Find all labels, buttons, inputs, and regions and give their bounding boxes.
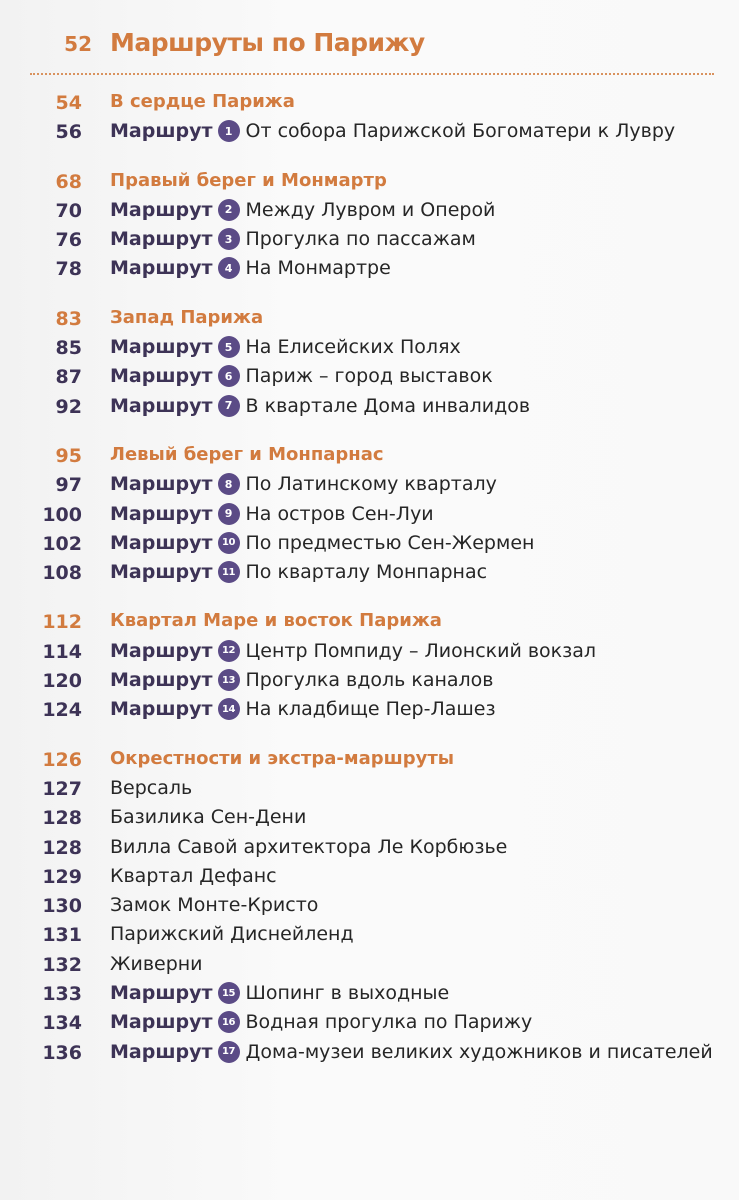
route-label: Маршрут	[110, 336, 213, 359]
entry-title: Базилика Сен-Дени	[110, 806, 307, 829]
chapter-header	[0, 18, 739, 68]
section-heading[interactable]	[0, 441, 739, 470]
chapter-page-number: 52	[64, 32, 92, 56]
toc-entry[interactable]	[0, 891, 739, 920]
route-number-badge: 14	[218, 698, 240, 720]
route-number-badge: 11	[218, 561, 240, 583]
entry-page-number: 97	[55, 474, 82, 497]
entry-page-number: 56	[55, 121, 82, 144]
toc-entry[interactable]	[0, 774, 739, 803]
entry-content	[110, 395, 530, 417]
toc-entry[interactable]	[0, 392, 739, 421]
entry-title: Водная прогулка по Парижу	[245, 1011, 533, 1034]
entry-page-number: 129	[42, 865, 82, 888]
entry-title: В квартале Дома инвалидов	[245, 394, 531, 417]
entry-page-number: 100	[42, 503, 82, 526]
entry-content	[110, 865, 277, 887]
section-title: В сердце Парижа	[110, 91, 295, 112]
entry-page-number: 128	[42, 836, 82, 859]
route-label: Маршрут	[110, 257, 213, 280]
entry-page-number: 130	[42, 895, 82, 918]
toc-entry[interactable]	[0, 862, 739, 891]
entry-content	[110, 199, 495, 221]
entry-content	[110, 982, 449, 1004]
section-title: Правый берег и Монмартр	[110, 169, 387, 191]
route-number-badge: 6	[218, 365, 240, 387]
toc-entry[interactable]	[0, 117, 739, 146]
entry-title: Версаль	[110, 776, 193, 799]
route-label: Маршрут	[110, 120, 213, 143]
toc-entry[interactable]	[0, 695, 739, 724]
route-label: Маршрут	[110, 698, 213, 721]
chapter-title: Маршруты по Парижу	[110, 28, 425, 57]
section-title: Левый берег и Монпарнас	[110, 443, 384, 465]
route-number-badge: 12	[218, 640, 240, 662]
entry-title: Между Лувром и Оперой	[245, 198, 496, 221]
section-title: Квартал Маре и восток Парижа	[110, 610, 442, 632]
toc-entry[interactable]	[0, 558, 739, 587]
entry-page-number: 124	[42, 699, 82, 722]
route-number-badge: 8	[218, 473, 240, 495]
entry-page-number: 92	[55, 395, 82, 418]
section-page-number: 112	[42, 611, 82, 634]
route-label: Маршрут	[110, 502, 213, 525]
entry-page-number: 70	[55, 199, 82, 222]
entry-page-number: 114	[42, 640, 82, 663]
route-label: Маршрут	[110, 228, 213, 251]
route-label: Маршрут	[110, 198, 213, 221]
toc-entry[interactable]	[0, 196, 739, 225]
entry-page-number: 127	[42, 777, 82, 800]
entry-page-number: 128	[42, 807, 82, 830]
section-title: Запад Парижа	[110, 306, 264, 328]
route-number-badge: 9	[218, 503, 240, 525]
entry-title: Прогулка по пассажам	[245, 228, 476, 251]
entry-page-number: 131	[42, 924, 82, 947]
entry-page-number: 132	[42, 953, 82, 976]
section-page-number: 126	[42, 748, 82, 771]
entry-title: Прогулка вдоль каналов	[245, 669, 494, 692]
section-page-number: 83	[55, 307, 82, 330]
entry-content	[110, 698, 496, 720]
route-label: Маршрут	[110, 1040, 213, 1063]
toc-section	[0, 167, 739, 284]
section-heading[interactable]	[0, 745, 739, 774]
toc-section	[0, 441, 739, 587]
route-number-badge: 7	[218, 395, 240, 417]
toc-entry[interactable]	[0, 362, 739, 391]
entry-title: Центр Помпиду – Лионский вокзал	[245, 639, 597, 662]
entry-content	[110, 953, 203, 975]
section-heading[interactable]	[0, 607, 739, 636]
entry-title: На Елисейских Полях	[245, 336, 461, 359]
entry-title: Парижский Диснейленд	[110, 923, 354, 946]
entry-content	[110, 894, 318, 916]
entry-title: Замок Монте-Кристо	[110, 894, 319, 917]
toc-entry[interactable]	[0, 225, 739, 254]
section-page-number: 95	[55, 444, 82, 467]
route-label: Маршрут	[110, 394, 213, 417]
section-title: Окрестности и экстра-маршруты	[110, 747, 455, 769]
entry-content	[110, 1041, 713, 1063]
route-number-badge: 16	[218, 1011, 240, 1033]
route-number-badge: 10	[218, 532, 240, 554]
toc-entry[interactable]	[0, 666, 739, 695]
route-label: Маршрут	[110, 365, 213, 388]
table-of-contents	[0, 88, 739, 1087]
route-number-badge: 3	[218, 228, 240, 250]
toc-entry[interactable]	[0, 979, 739, 1008]
entry-page-number: 134	[42, 1012, 82, 1035]
entry-title: По предместью Сен-Жермен	[245, 531, 535, 554]
entry-page-number: 133	[42, 983, 82, 1006]
toc-entry[interactable]	[0, 637, 739, 666]
entry-content	[110, 806, 306, 828]
toc-entry[interactable]	[0, 803, 739, 832]
section-page-number: 54	[55, 92, 82, 114]
entry-title: Париж – город выставок	[245, 365, 493, 388]
toc-section	[0, 745, 739, 1067]
entry-content	[110, 228, 476, 250]
route-label: Маршрут	[110, 561, 213, 584]
toc-entry[interactable]	[0, 950, 739, 979]
route-label: Маршрут	[110, 1011, 213, 1034]
toc-section	[0, 304, 739, 421]
entry-content	[110, 473, 497, 495]
toc-section	[0, 607, 739, 724]
route-label: Маршрут	[110, 473, 213, 496]
dotted-divider	[30, 73, 714, 75]
entry-title: Квартал Дефанс	[110, 864, 277, 887]
entry-page-number: 120	[42, 670, 82, 693]
entry-title: Живерни	[110, 952, 203, 975]
route-number-badge: 5	[218, 336, 240, 358]
entry-title: На Монмартре	[245, 257, 391, 280]
entry-page-number: 136	[42, 1041, 82, 1064]
entry-content	[110, 120, 675, 142]
entry-title: От собора Парижской Богоматери к Лувру	[245, 120, 676, 143]
route-label: Маршрут	[110, 669, 213, 692]
toc-entry[interactable]	[0, 470, 739, 499]
entry-page-number: 85	[55, 337, 82, 360]
entry-content	[110, 336, 461, 358]
section-page-number: 68	[55, 170, 82, 193]
entry-content	[110, 257, 391, 279]
toc-entry[interactable]	[0, 1038, 739, 1067]
toc-entry[interactable]	[0, 254, 739, 283]
entry-title: По кварталу Монпарнас	[245, 561, 488, 584]
section-heading[interactable]	[0, 304, 739, 333]
entry-content	[110, 836, 507, 858]
entry-content	[110, 561, 487, 583]
entry-page-number: 108	[42, 562, 82, 585]
entry-page-number: 102	[42, 532, 82, 555]
route-number-badge: 4	[218, 257, 240, 279]
route-label: Маршрут	[110, 982, 213, 1005]
toc-entry[interactable]	[0, 833, 739, 862]
entry-content	[110, 923, 354, 945]
route-number-badge: 2	[218, 199, 240, 221]
toc-entry[interactable]	[0, 920, 739, 949]
toc-entry[interactable]	[0, 500, 739, 529]
entry-content	[110, 532, 534, 554]
route-number-badge: 17	[218, 1041, 240, 1063]
route-label: Маршрут	[110, 639, 213, 662]
route-number-badge: 1	[218, 120, 240, 142]
entry-content	[110, 669, 494, 691]
entry-page-number: 76	[55, 229, 82, 252]
entry-title: Дома-музеи великих художников и писателей	[245, 1040, 713, 1063]
toc-entry[interactable]	[0, 529, 739, 558]
entry-title: На остров Сен-Луи	[245, 502, 434, 525]
entry-title: На кладбище Пер-Лашез	[245, 698, 496, 721]
toc-entry[interactable]	[0, 1008, 739, 1037]
entry-page-number: 87	[55, 366, 82, 389]
entry-content	[110, 1011, 532, 1033]
route-label: Маршрут	[110, 531, 213, 554]
route-number-badge: 13	[218, 669, 240, 691]
route-number-badge: 15	[218, 982, 240, 1004]
entry-content	[110, 503, 434, 525]
entry-content	[110, 365, 493, 387]
entry-title: Вилла Савой архитектора Ле Корбюзье	[110, 835, 508, 858]
entry-title: Шопинг в выходные	[245, 982, 450, 1005]
entry-content	[110, 640, 596, 662]
toc-section	[0, 88, 739, 147]
section-heading[interactable]	[0, 167, 739, 196]
section-heading[interactable]	[0, 88, 739, 117]
entry-title: По Латинскому кварталу	[245, 473, 497, 496]
toc-entry[interactable]	[0, 333, 739, 362]
entry-content	[110, 777, 192, 799]
entry-page-number: 78	[55, 258, 82, 281]
